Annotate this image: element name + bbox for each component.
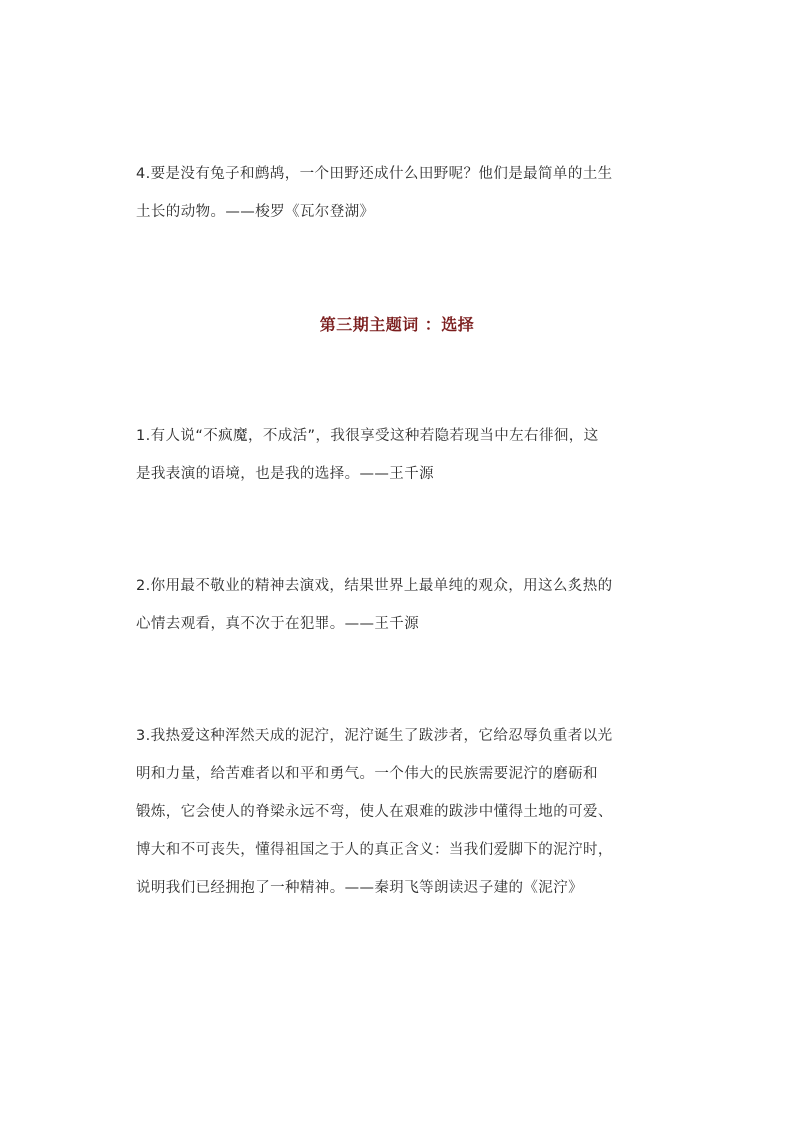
text-line: 心情去观看，真不次于在犯罪。——王千源 xyxy=(136,616,420,632)
text-line: 博大和不可丧失，懂得祖国之于人的真正含义：当我们爱脚下的泥泞时， xyxy=(136,842,613,858)
text-line: 锻炼，它会使人的脊梁永远不弯，使人在艰难的跋涉中懂得土地的可爱、 xyxy=(136,804,613,820)
section-title: 第三期主题词 ：选择 xyxy=(319,315,475,334)
quote-paragraph-3 xyxy=(136,717,666,907)
text-line: 说明我们已经拥抱了一种精神。——秦玥飞等朗读迟子建的《泥泞》 xyxy=(136,880,583,896)
text-line: 4.要是没有兔子和鹧鸪，一个田野还成什么田野呢？他们是最简单的土生 xyxy=(136,166,613,182)
text-line: 是我表演的语境，也是我的选择。——王千源 xyxy=(136,466,434,482)
quote-paragraph-4 xyxy=(136,155,666,231)
quote-paragraph-2 xyxy=(136,567,666,643)
quote-paragraph-1 xyxy=(136,417,666,493)
text-line: 土长的动物。——梭罗《瓦尔登湖》 xyxy=(136,204,375,220)
text-line: 3.我热爱这种浑然天成的泥泞，泥泞诞生了跋涉者，它给忍辱负重者以光 xyxy=(136,728,613,744)
text-line: 2.你用最不敬业的精神去演戏，结果世界上最单纯的观众，用这么炙热的 xyxy=(136,578,613,594)
text-line: 明和力量，给苦难者以和平和勇气。一个伟大的民族需要泥泞的磨砺和 xyxy=(136,766,598,782)
text-line: 1.有人说“不疯魔，不成活”，我很享受这种若隐若现当中左右徘徊，这 xyxy=(136,428,599,444)
